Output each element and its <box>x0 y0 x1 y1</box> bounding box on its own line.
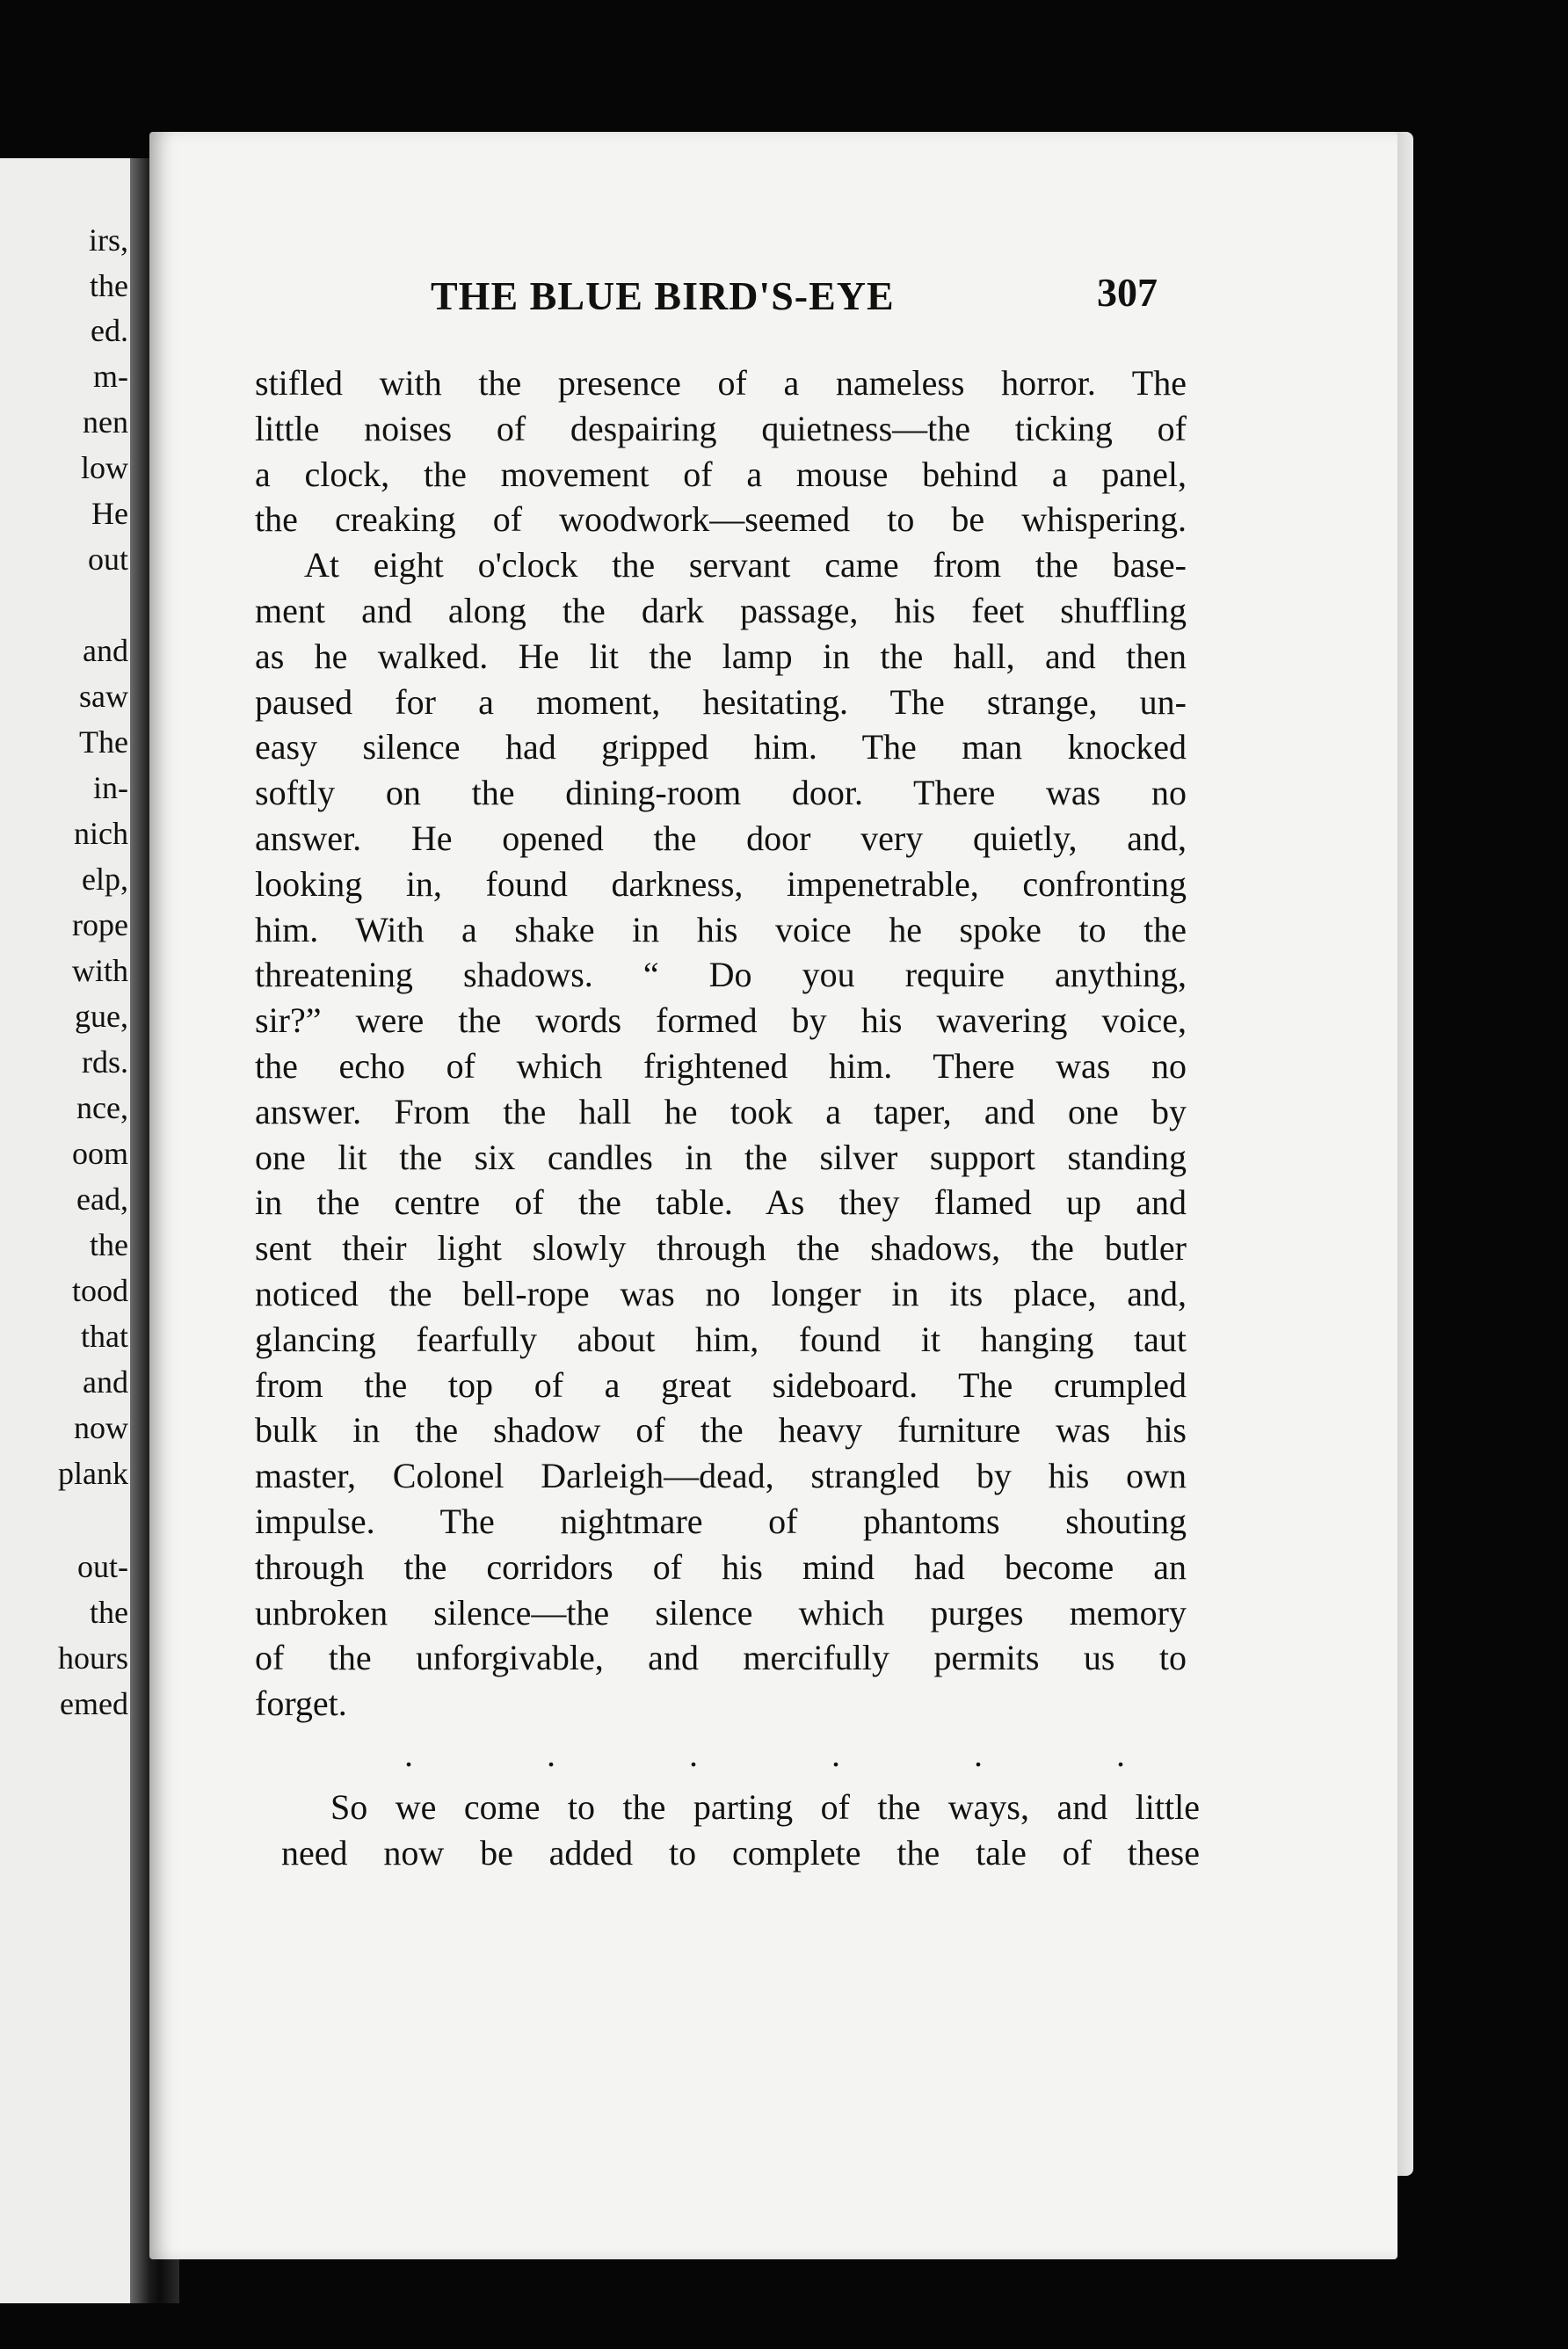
previous-page-line: the <box>90 1595 128 1630</box>
previous-page-line: hours <box>58 1640 128 1676</box>
text-line: the creaking of woodwork—seemed to be whispering. <box>255 499 1187 540</box>
text-line: At eight o'clock the servant came from the base- <box>304 545 1187 585</box>
text-line: through the corridors of his mind had become an <box>255 1546 1187 1587</box>
previous-page-line: He <box>91 496 128 531</box>
text-line: as he walked. He lit the lamp in the hall, and then <box>255 636 1187 676</box>
previous-page-line: out- <box>77 1549 128 1584</box>
section-break <box>404 1734 1125 1775</box>
text-line: ment and along the dark passage, his feet shuffling <box>255 590 1187 630</box>
text-line: answer. From the hall he took a taper, and one by <box>255 1091 1187 1131</box>
previous-page-line: The <box>79 724 128 760</box>
previous-page-line: oom <box>71 1136 128 1171</box>
previous-page-line: with <box>71 953 128 988</box>
text-line: sir?” were the words formed by his wavering voice, <box>255 1000 1187 1041</box>
text-line: master, Colonel Darleigh—dead, strangled by his own <box>255 1456 1187 1496</box>
section-break-dot: . <box>689 1734 698 1774</box>
text-line: threatening shadows. “ Do you require anything, <box>255 955 1187 995</box>
text-line: answer. He opened the door very quietly, and, <box>255 818 1187 858</box>
previous-page-line: nce, <box>76 1090 128 1125</box>
running-head: THE BLUE BIRD'S-EYE <box>431 273 895 318</box>
previous-page-line: ed. <box>91 313 128 348</box>
paragraph-3 <box>281 1785 1200 1876</box>
previous-page-line: and <box>83 1364 128 1400</box>
section-break-dot: . <box>831 1734 840 1774</box>
text-line: softly on the dining-room door. There was no <box>255 773 1187 813</box>
text-line: easy silence had gripped him. The man knocked <box>255 727 1187 767</box>
previous-page-line: nen <box>83 404 128 440</box>
text-line: impulse. The nightmare of phantoms shouting <box>255 1501 1187 1541</box>
section-break-dot: . <box>404 1734 413 1774</box>
previous-page-line: tood <box>71 1273 128 1308</box>
text-line: a clock, the movement of a mouse behind a panel, <box>255 454 1187 494</box>
text-line: glancing fearfully about him, found it hanging taut <box>255 1319 1187 1359</box>
text-line: from the top of a great sideboard. The crumpled <box>255 1364 1187 1405</box>
previous-page-line: that <box>81 1319 128 1354</box>
previous-page-line: rope <box>72 907 128 942</box>
text-line: forget. <box>255 1684 347 1724</box>
previous-page-line: gue, <box>75 999 128 1034</box>
previous-page-line: low <box>81 450 128 485</box>
previous-page-line: elp, <box>82 862 128 897</box>
text-line: sent their light slowly through the shadows, the butler <box>255 1228 1187 1269</box>
previous-page-line: and <box>83 633 128 668</box>
text-line: little noises of despairing quietness—the ticking of <box>255 408 1187 448</box>
text-line: unbroken silence—the silence which purges memory <box>255 1592 1187 1633</box>
previous-page-line: in- <box>93 770 128 805</box>
text-line: one lit the six candles in the silver support standing <box>255 1137 1187 1177</box>
page-number: 307 <box>1097 270 1158 315</box>
text-line: need now be added to complete the tale of these <box>281 1832 1200 1873</box>
previous-page-line: m- <box>93 359 128 394</box>
text-line: looking in, found darkness, impenetrable, confronting <box>255 863 1187 904</box>
previous-page-line: saw <box>79 679 128 714</box>
text-line: So we come to the parting of the ways, and little <box>330 1787 1200 1827</box>
previous-page-line: the <box>90 268 128 303</box>
body-text <box>255 360 1187 1727</box>
section-break-dot: . <box>974 1734 983 1774</box>
previous-page-line: out <box>87 542 128 577</box>
paragraph-1 <box>255 360 1187 542</box>
text-line: the echo of which frightened him. There was no <box>255 1045 1187 1086</box>
paragraph-2 <box>255 542 1187 1727</box>
text-line: of the unforgivable, and mercifully permits us to <box>255 1638 1187 1678</box>
text-line: bulk in the shadow of the heavy furniture was his <box>255 1410 1187 1451</box>
text-line: stifled with the presence of a nameless horror. The <box>255 363 1187 403</box>
text-line: noticed the bell-rope was no longer in its place, and, <box>255 1273 1187 1313</box>
previous-page-line: rds. <box>82 1044 128 1080</box>
text-line: paused for a moment, hesitating. The strange, un- <box>255 681 1187 722</box>
section-break-dot: . <box>1116 1734 1125 1774</box>
previous-page-line: now <box>74 1410 128 1445</box>
previous-page-line: plank <box>58 1456 128 1491</box>
section-break-dot: . <box>547 1734 555 1774</box>
previous-page-fragment <box>0 158 132 2303</box>
previous-page-line: emed <box>60 1686 128 1721</box>
text-line: in the centre of the table. As they flamed up and <box>255 1182 1187 1223</box>
previous-page-line: ead, <box>76 1182 128 1217</box>
previous-page-line: irs, <box>89 222 128 258</box>
previous-page-line: the <box>90 1227 128 1262</box>
previous-page-line: nich <box>74 816 128 851</box>
text-line: him. With a shake in his voice he spoke to the <box>255 909 1187 949</box>
